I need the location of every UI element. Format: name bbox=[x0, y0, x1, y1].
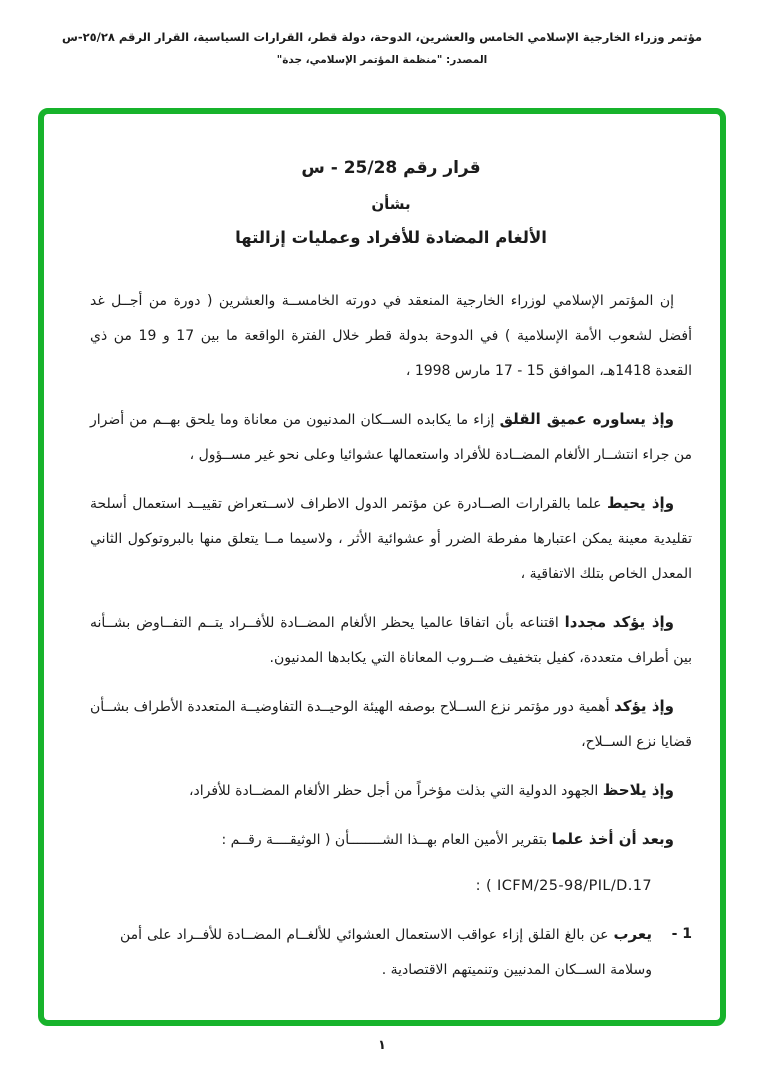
paragraph-lead: وإذ يؤكد مجددا bbox=[564, 613, 674, 631]
document-reference: : ( ICFM/25-98/PIL/D.17 bbox=[475, 878, 652, 894]
subject-title: الألغام المضادة للأفراد وعمليات إزالتها bbox=[235, 228, 547, 247]
paragraph-text: علما بالقرارات الصــادرة عن مؤتمر الدول الاطراف لاســتعراض تقييــد استعمال أسلحة تقليدية معينة يمكن اعتبارها مفرطة الضرر أو عشوائية الأثر ، ولاسيما مــا يتعلق منها بالبروتوكول الثاني المعدل الخاص بتلك الاتفاقية ، bbox=[90, 496, 692, 582]
scan-header-source-line: مؤتمر وزراء الخارجية الإسلامي الخامس والعشرين، الدوحة، دولة قطر، القرارات السياسية، القرار الرقم ٢٥/٢٨-س bbox=[61, 30, 703, 44]
paragraph-lead: وبعد أن أخذ علما bbox=[551, 830, 674, 848]
paragraph-lead: وإذ يؤكد bbox=[614, 697, 674, 715]
item-body: عن بالغ القلق إزاء عواقب الاستعمال العشوائي للألغــام المضــادة للأفــراد على أمن وسلامة الســكان المدنيين وتنميتهم الاقتصادية . bbox=[120, 927, 652, 978]
paragraph-lead: وإذ يحيط bbox=[606, 494, 675, 512]
preamble-paragraph bbox=[90, 605, 692, 676]
preamble-paragraph bbox=[90, 486, 692, 592]
paragraph-text: إزاء ما يكابده الســكان المدنيون من معاناة وما يلحق بهــم من أضرار من جراء انتشــار الألغام المضــادة للأفراد واستعمالها عشوائيا وعلى نحو غير مســؤول ، bbox=[90, 412, 692, 463]
preamble-paragraph bbox=[90, 689, 692, 760]
resolution-number-title: قرار رقم 25/28 - س bbox=[301, 158, 481, 178]
paragraph-text: إن المؤتمر الإسلامي لوزراء الخارجية المنعقد في دورته الخامســة والعشرين ( دورة من أجــل غد أفضل لشعوب الأمة الإسلامية ) في الدوحة بدولة قطر خلال الفترة الواقعة ما بين 17 و 19 من ذي القعدة 1418هـ، الموافق 15 - 17 مارس 1998 ، bbox=[90, 293, 693, 379]
preamble-paragraph bbox=[90, 773, 692, 809]
page-number: ١ bbox=[378, 1038, 386, 1053]
paragraph-text: بتقرير الأمين العام بهــذا الشــــــــأن ( الوثيقــــة رقــم : bbox=[221, 832, 548, 848]
paragraph-lead: وإذ يلاحظ bbox=[602, 781, 674, 799]
item-number: 1 - bbox=[671, 926, 692, 942]
title-block bbox=[90, 158, 692, 247]
preamble-paragraph bbox=[90, 402, 692, 473]
paragraph-text: الجهود الدولية التي بذلت مؤخراً من أجل حظر الألغام المضــادة للأفراد، bbox=[188, 783, 599, 799]
scan-header-publisher-line: المصدر: "منظمة المؤتمر الإسلامي، جدة" bbox=[276, 54, 488, 66]
paragraph-text: أهمية دور مؤتمر نزع الســلاح بوصفه الهيئة الوحيــدة التفاوضيــة المتعددة الأطراف بشــأن قضايا نزع الســلاح، bbox=[90, 699, 692, 750]
operative-item bbox=[90, 917, 692, 988]
paragraph-text: اقتناعه بأن اتفاقا عالميا يحظر الألغام المضــادة للأفــراد يتــم التفــاوض بشــأنه بين أطراف متعددة، كفيل بتخفيف ضــروب المعاناة التي يكابدها المدنيون. bbox=[90, 615, 692, 666]
item-lead: يعرب bbox=[613, 925, 652, 943]
scan-header bbox=[0, 30, 764, 66]
document-frame bbox=[38, 108, 726, 1026]
preamble-paragraph bbox=[90, 283, 692, 389]
item-text bbox=[90, 917, 652, 988]
preamble-paragraph bbox=[90, 822, 692, 858]
paragraph-lead: وإذ يساوره عميق القلق bbox=[499, 410, 675, 428]
subject-label: بشأن bbox=[371, 195, 411, 213]
